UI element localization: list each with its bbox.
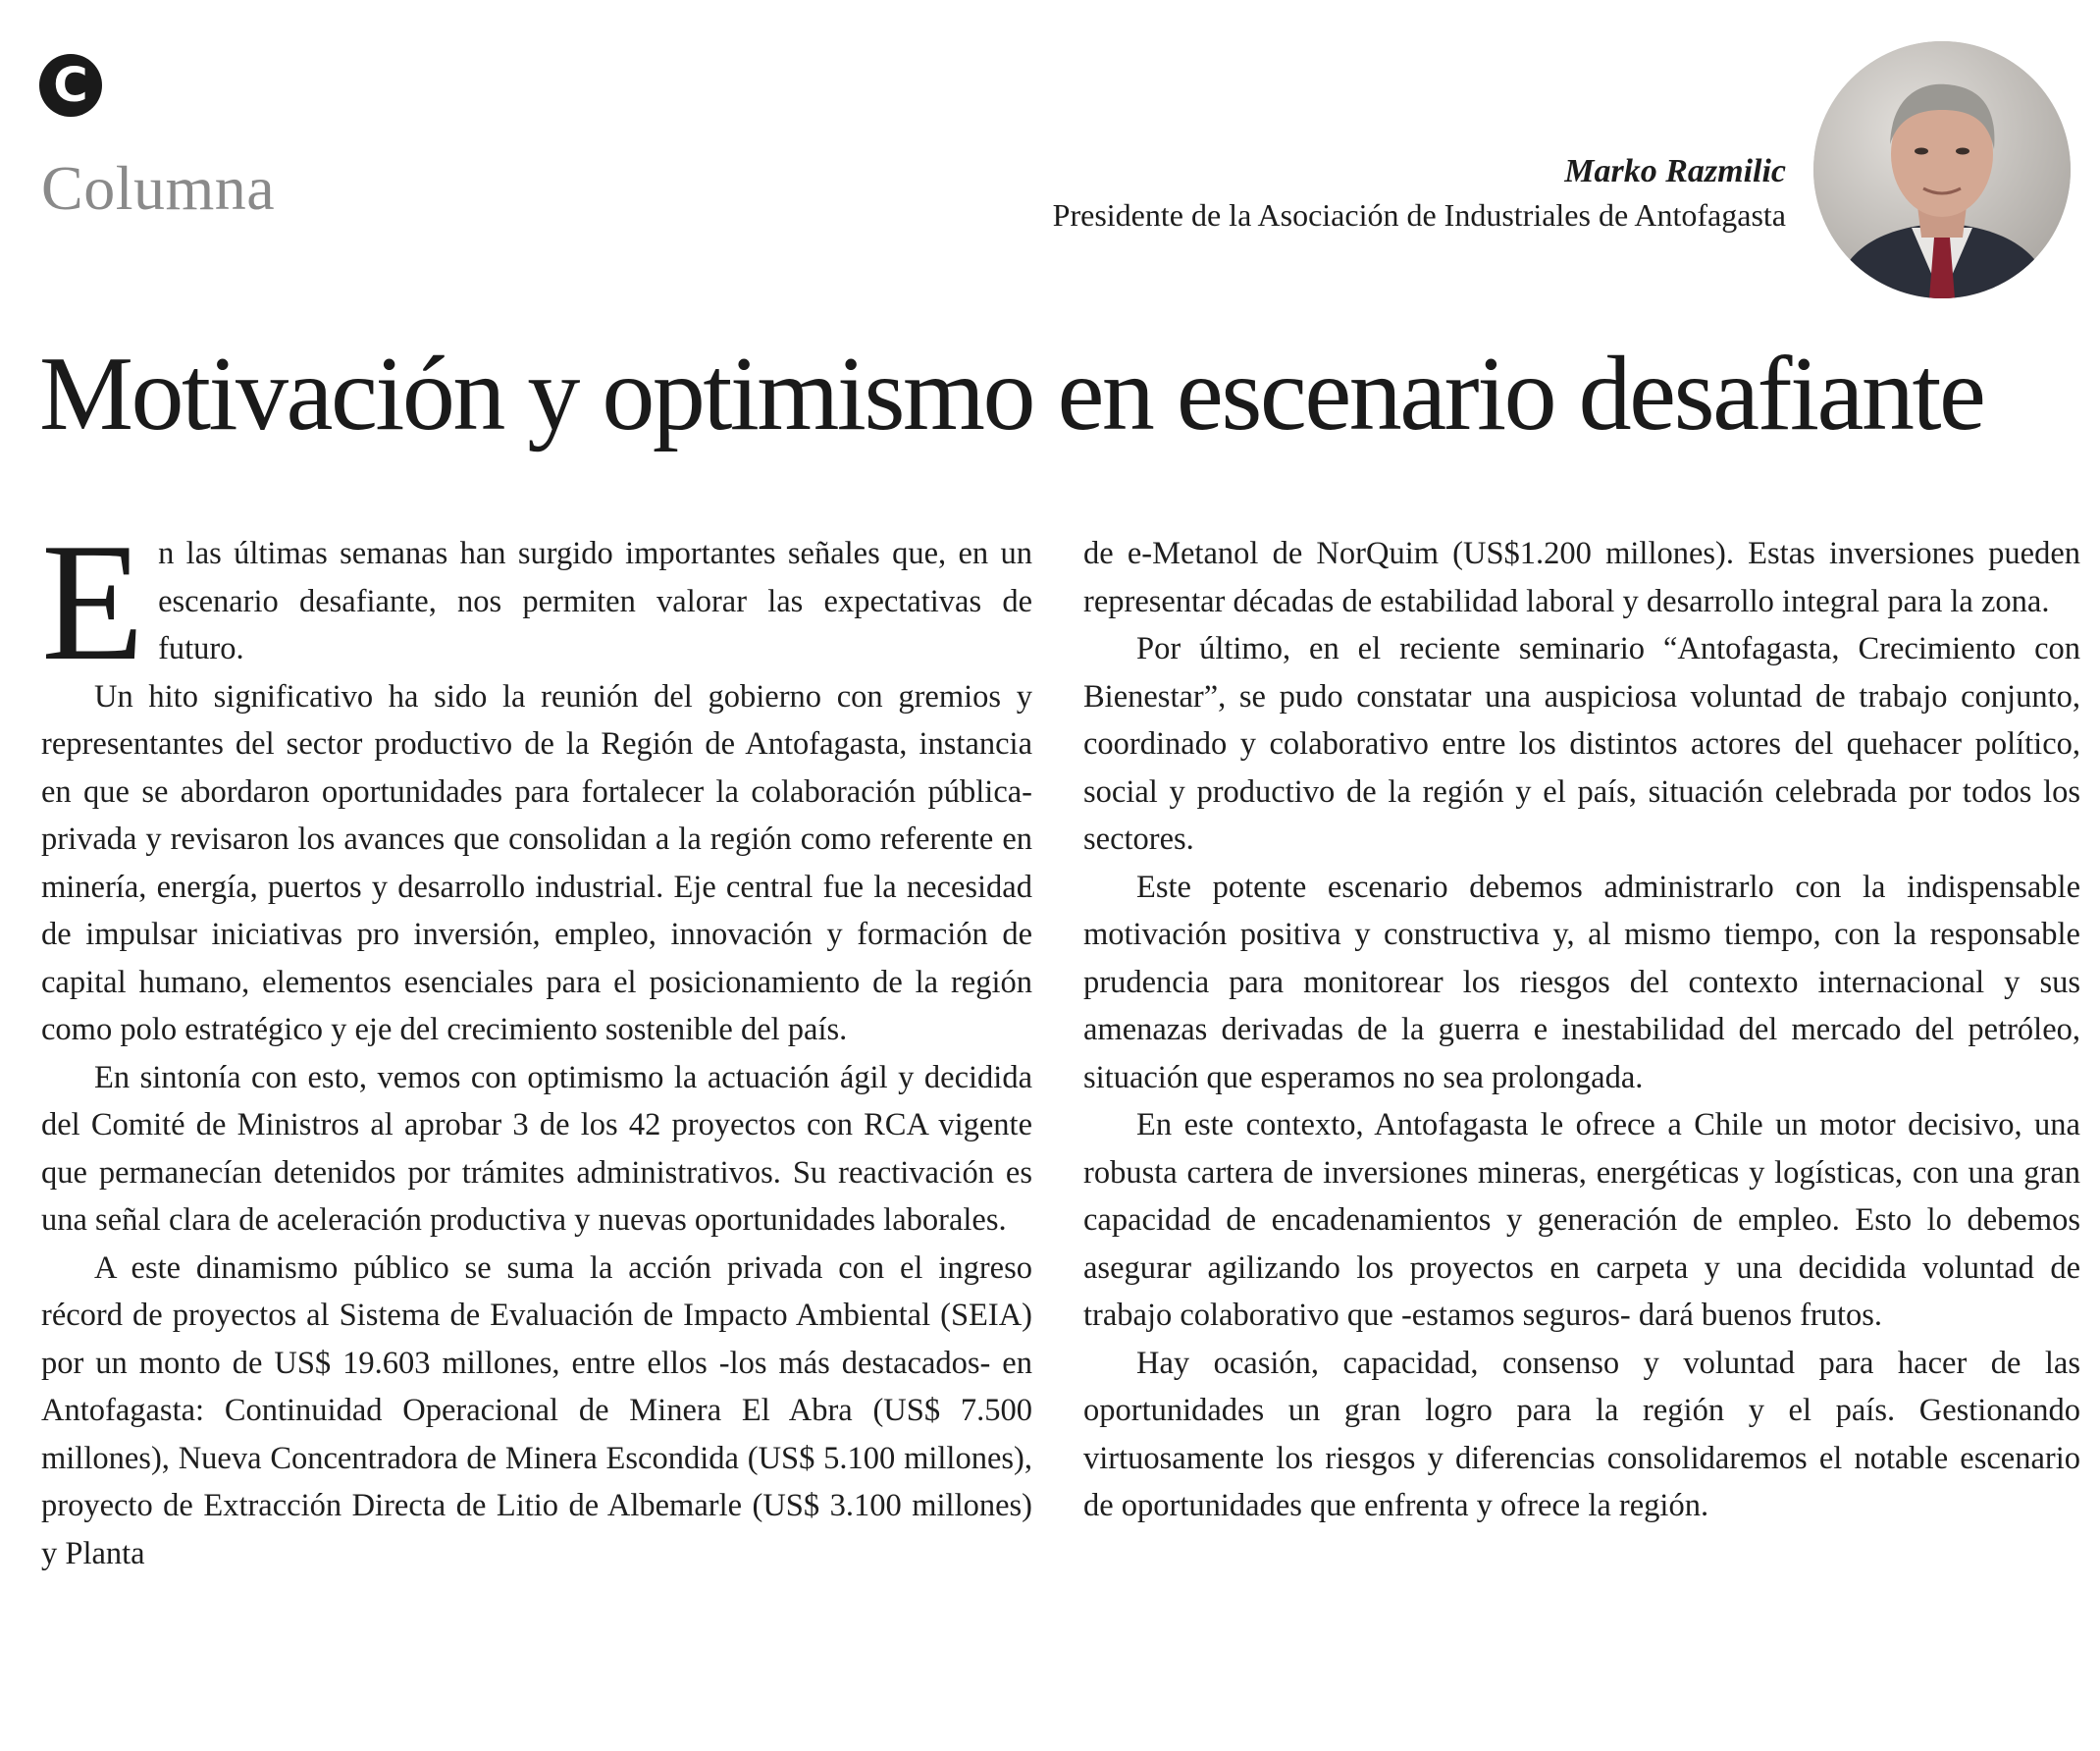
paragraph: En este contexto, Antofagasta le ofrece a Chile un motor decisivo, una robusta cartera de inversiones mineras, energéticas y logísticas, con una gran capacidad de encadenamientos y generación de empleo. Esto lo debemos asegurar agilizando los proyectos en carpeta y una decidida voluntad de trabajo colaborativo que -estamos seguros- dará buenos frutos.	[1083, 1107, 2080, 1333]
paragraph: Por último, en el reciente seminario “Antofagasta, Crecimiento con Bienestar”, se pudo constatar una auspiciosa voluntad de trabajo conjunto, coordinado y colaborativo entre los distintos actores del quehacer político, social y productivo de la región y el país, situación celebrada por todos los sectores.	[1083, 631, 2080, 857]
paragraph: Hay ocasión, capacidad, consenso y voluntad para hacer de las oportunidades un gran logro para la región y el país. Gestionando virtuosamente los riesgos y diferencias consolidaremos el notable escenario de oportunidades que enfrenta y ofrece la región.	[1083, 1345, 2080, 1523]
drop-cap: E	[41, 509, 145, 696]
author-portrait-icon	[1813, 41, 2071, 298]
author-name: Marko Razmilic	[1564, 153, 1786, 189]
author-byline	[1053, 152, 1786, 239]
author-role: Presidente de la Asociación de Industriales de Antofagasta	[1052, 197, 1786, 233]
paragraph: Un hito significativo ha sido la reunión del gobierno con gremios y representantes del sector productivo de la Región de Antofagasta, instancia en que se abordaron oportunidades para fortalecer la colaboración pública-privada y revisaron los avances que consolidan a la región como referente en minería, energía, puertos y desarrollo industrial. Eje central fue la necesidad de impulsar iniciativas pro inversión, empleo, innovación y formación de capital humano, elementos esenciales para el posicionamiento de la región como polo estratégico y eje del crecimiento sostenible del país.	[41, 678, 1032, 1047]
section-badge: C	[39, 54, 102, 117]
article-title: Motivación y optimismo en escenario desafiante	[39, 336, 1984, 452]
article-column-left	[41, 509, 1032, 1577]
article-column-right	[1083, 530, 2080, 1530]
paragraph: Este potente escenario debemos administrarlo con la indispensable motivación positiva y constructiva y, al mismo tiempo, con la responsable prudencia para monitorear los riesgos del contexto internacional y sus amenazas derivadas de la guerra e inestabilidad del mercado del petróleo, situación que esperamos no sea prolongada.	[1083, 869, 2080, 1095]
section-label: Columna	[41, 153, 276, 223]
paragraph-text: n las últimas semanas han surgido importantes señales que, en un escenario desafiante, nos permiten valorar las expectativas de futuro.	[158, 536, 1032, 666]
paragraph	[41, 509, 1032, 696]
paragraph: de e-Metanol de NorQuim (US$1.200 millones). Estas inversiones pueden representar décadas de estabilidad laboral y desarrollo integral para la zona.	[1083, 536, 2080, 619]
paragraph: En sintonía con esto, vemos con optimismo la actuación ágil y decidida del Comité de Ministros al aprobar 3 de los 42 proyectos con RCA vigente que permanecían detenidos por trámites administrativos. Su reactivación es una señal clara de aceleración productiva y nuevas oportunidades laborales.	[41, 1059, 1032, 1238]
paragraph: A este dinamismo público se suma la acción privada con el ingreso récord de proyectos al Sistema de Evaluación de Impacto Ambiental (SEIA) por un monto de US$ 19.603 millones, entre ellos -los más destacados- en Antofagasta: Continuidad Operacional de Minera El Abra (US$ 7.500 millones), Nueva Concentradora de Minera Escondida (US$ 5.100 millones), proyecto de Extracción Directa de Litio de Albemarle (US$ 3.100 millones) y Planta	[41, 1249, 1032, 1571]
